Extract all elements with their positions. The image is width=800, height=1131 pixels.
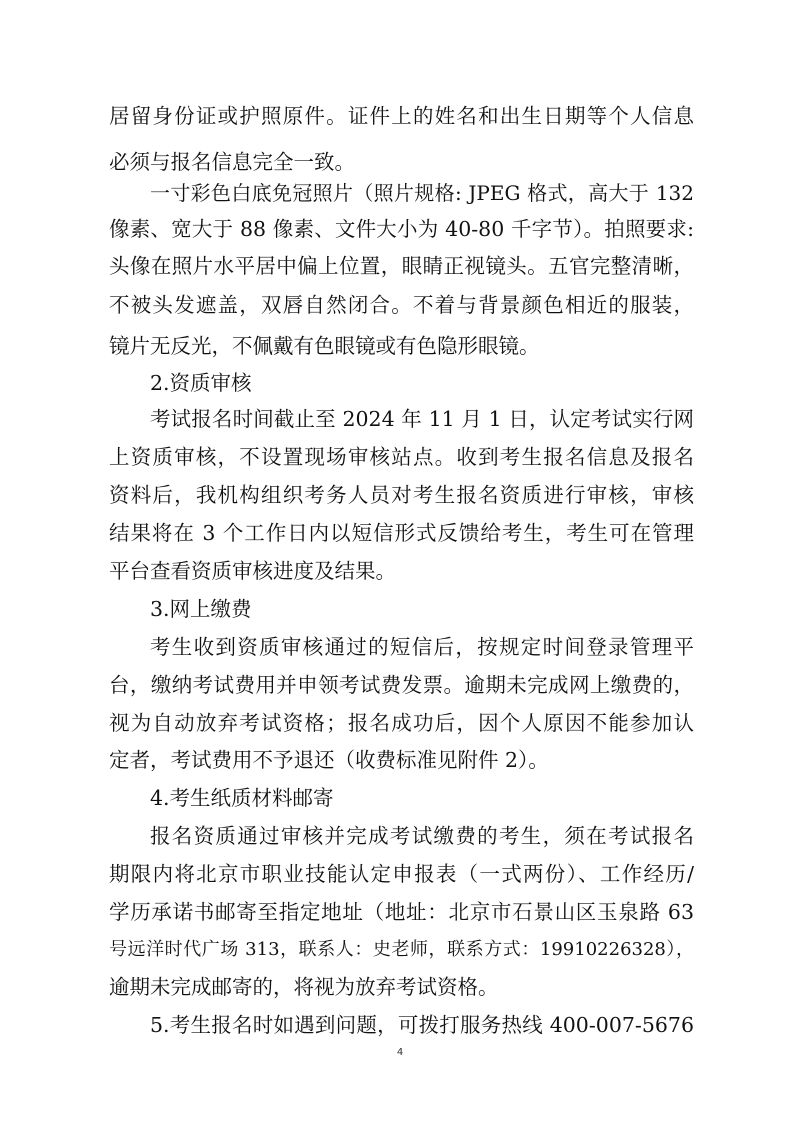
body-text-line: 头像在照片水平居中偏上位置，眼睛正视镜头。五官完整清晰，	[109, 254, 694, 278]
body-text-line: 资料后，我机构组织考务人员对考生报名资质进行审核，审核	[109, 483, 694, 507]
body-text-line: 考生收到资质审核通过的短信后，按规定时间登录管理平	[150, 635, 694, 659]
body-text-line: 平台查看资质审核进度及结果。	[109, 559, 396, 583]
body-text-line: 不被头发遮盖，双唇自然闭合。不着与背景颜色相近的服装，	[109, 293, 694, 317]
body-text-line: 考试报名时间截止至 2024 年 11 月 1 日，认定考试实行网	[150, 407, 694, 431]
body-text-line: 必须与报名信息完全一致。	[109, 150, 355, 174]
body-text-line: 一寸彩色白底免冠照片（照片规格: JPEG 格式，高大于 132	[150, 181, 694, 205]
body-text-line: 报名资质通过审核并完成考试缴费的考生，须在考试报名	[150, 824, 694, 848]
body-text-line: 上资质审核，不设置现场审核站点。收到考生报名信息及报名	[109, 445, 694, 469]
body-text-line: 镜片无反光，不佩戴有色眼镜或有色隐形眼镜。	[109, 334, 540, 358]
section-heading: 3.网上缴费	[150, 597, 252, 621]
body-text-line: 结果将在 3 个工作日内以短信形式反馈给考生，考生可在管理	[109, 521, 694, 545]
section-heading: 4.考生纸质材料邮寄	[150, 786, 334, 810]
body-text-line: 像素、宽大于 88 像素、文件大小为 40-80 千字节）。拍照要求:	[109, 217, 694, 241]
body-text-line: 期限内将北京市职业技能认定申报表（一式两份）、工作经历/	[109, 862, 694, 886]
body-text-line: 居留身份证或护照原件。证件上的姓名和出生日期等个人信息	[109, 104, 694, 128]
body-text-line: 定者，考试费用不予退还（收费标准见附件 2）。	[109, 748, 549, 772]
body-text-line: 5.考生报名时如遇到问题，可拨打服务热线 400-007-5676	[150, 1013, 694, 1037]
body-text-line: 视为自动放弃考试资格；报名成功后，因个人原因不能参加认	[109, 711, 694, 735]
body-text-line: 逾期未完成邮寄的，将视为放弃考试资格。	[109, 975, 499, 999]
body-text-line: 学历承诺书邮寄至指定地址（地址：北京市石景山区玉泉路 63	[109, 900, 694, 924]
section-heading: 2.资质审核	[150, 371, 252, 395]
body-text-line: 台，缴纳考试费用并申领考试费发票。逾期未完成网上缴费的，	[109, 673, 694, 697]
page-number: 4	[396, 1047, 404, 1058]
body-text-line: 号远洋时代广场 313，联系人：史老师，联系方式：19910226328），	[109, 939, 694, 960]
